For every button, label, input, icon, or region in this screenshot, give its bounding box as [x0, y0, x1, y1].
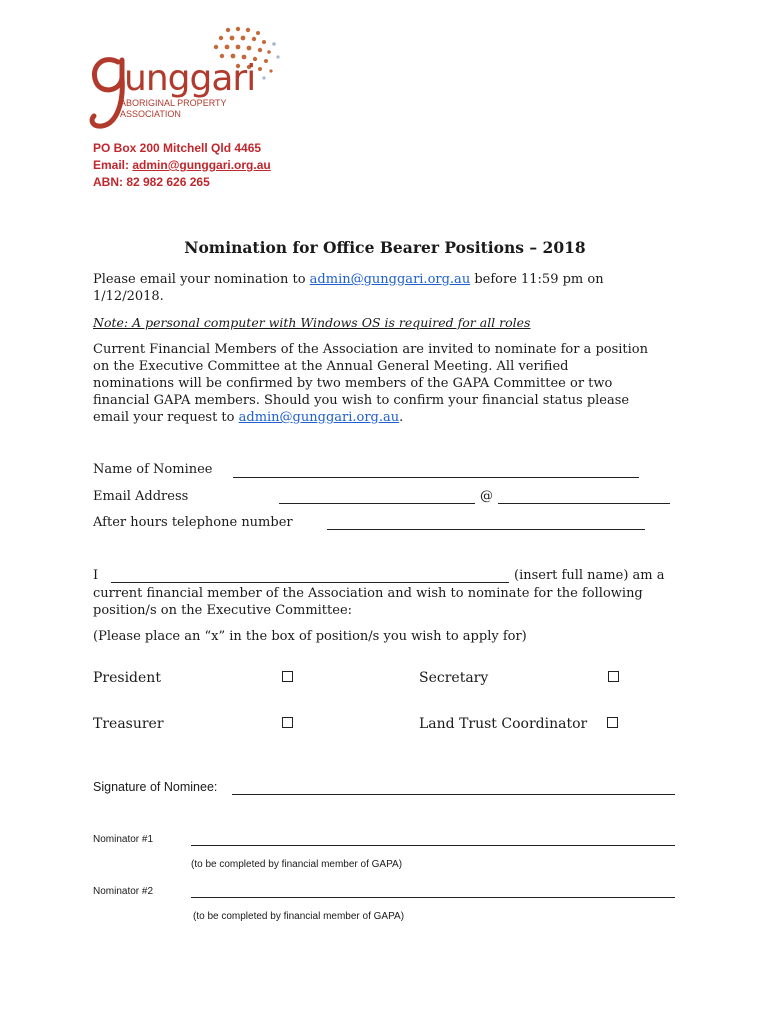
name-label: Name of Nominee: [93, 462, 213, 477]
phone-label: After hours telephone number: [93, 515, 293, 530]
instruction-text: (Please place an “x” in the box of position/s you wish to apply for): [93, 629, 527, 644]
org-abn: ABN: 82 982 626 265: [93, 175, 210, 189]
form-title: Nomination for Office Bearer Positions – 2018: [184, 238, 586, 257]
full-name-line[interactable]: [111, 582, 509, 583]
phone-input-line[interactable]: [327, 529, 645, 530]
intro-text: Please email your nomination to: [93, 272, 310, 287]
nominator1-line[interactable]: [191, 845, 675, 846]
gunggari-logo: [88, 24, 288, 136]
body-email-link[interactable]: admin@gunggari.org.au: [238, 410, 400, 425]
body-line: financial GAPA members. Should you wish to confirm your financial status please: [93, 393, 630, 408]
land-trust-checkbox[interactable]: [607, 717, 618, 728]
org-email-link[interactable]: admin@gunggari.org.au: [132, 158, 271, 172]
email-domain-line[interactable]: [498, 503, 670, 504]
position-secretary-label: Secretary: [419, 670, 489, 686]
position-treasurer-label: Treasurer: [93, 716, 164, 732]
intro-email-link[interactable]: admin@gunggari.org.au: [309, 272, 471, 287]
email-at-sign: @: [480, 489, 493, 504]
svg-text:unggari: unggari: [124, 58, 256, 99]
body-line: Current Financial Members of the Association are invited to nominate for a position: [93, 342, 649, 357]
body-period: .: [399, 410, 404, 425]
signature-label: Signature of Nominee:: [93, 780, 218, 794]
body-paragraph: [93, 341, 693, 426]
body-line: on the Executive Committee at the Annual General Meeting. All verified: [93, 359, 569, 374]
signature-line[interactable]: [232, 794, 675, 795]
intro-paragraph: [93, 271, 693, 305]
declaration-text: [93, 585, 693, 619]
windows-note: Note: A personal computer with Windows OS is required for all roles: [93, 315, 531, 330]
contact-block: [93, 140, 271, 191]
org-subtitle-1: ABORIGINAL PROPERTY: [120, 98, 227, 108]
treasurer-checkbox[interactable]: [282, 717, 293, 728]
nominator1-note: (to be completed by financial member of GAPA): [191, 859, 403, 870]
declaration-insert: (insert full name) am a: [514, 568, 665, 583]
org-email-label: Email:: [93, 158, 133, 172]
intro-date: 1/12/2018.: [93, 289, 164, 304]
body-line: nominations will be confirmed by two members of the GAPA Committee or two: [93, 376, 613, 391]
nominator2-line[interactable]: [191, 897, 675, 898]
nominator2-note: (to be completed by financial member of GAPA): [193, 911, 405, 922]
position-president-label: President: [93, 670, 161, 686]
name-input-line[interactable]: [233, 477, 639, 478]
declaration-i: I: [93, 568, 99, 583]
declaration-line: position/s on the Executive Committee:: [93, 603, 353, 618]
declaration-line: current financial member of the Association and wish to nominate for the following: [93, 586, 643, 601]
secretary-checkbox[interactable]: [608, 671, 619, 682]
intro-text-after: before 11:59 pm on: [470, 272, 604, 287]
body-line: email your request to: [93, 410, 239, 425]
org-subtitle-2: ASSOCIATION: [120, 109, 181, 119]
org-address: PO Box 200 Mitchell Qld 4465: [93, 141, 262, 155]
nominator2-label: Nominator #2: [93, 886, 154, 897]
position-land-trust-label: Land Trust Coordinator: [419, 716, 588, 732]
president-checkbox[interactable]: [282, 671, 293, 682]
org-email-line: [93, 157, 271, 174]
nominator1-label: Nominator #1: [93, 834, 154, 845]
email-label: Email Address: [93, 489, 189, 504]
email-user-line[interactable]: [279, 503, 475, 504]
